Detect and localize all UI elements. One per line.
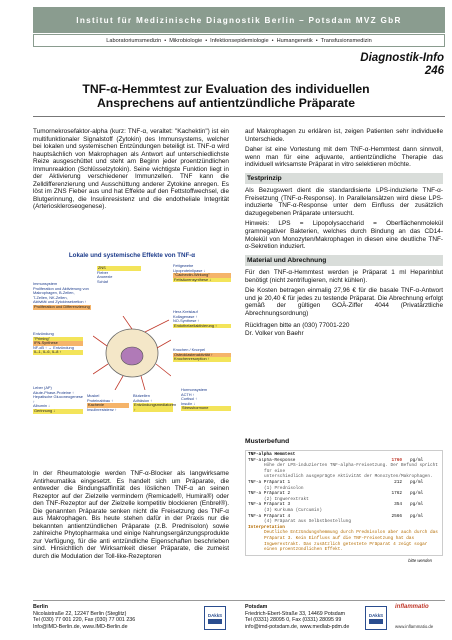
inflammatio-logo <box>395 604 443 636</box>
footer-web[interactable]: info@imd-potsdam.de, www.medlab-pdm.de <box>245 624 350 631</box>
department-2: Mikrobiologie <box>169 37 203 44</box>
box-line: Osteoklastenaktivität ↑ <box>173 353 231 358</box>
department-1: Laboratoriumsmedizin <box>106 37 162 44</box>
report-parameter: TNF-a Präparat 4 <box>248 513 291 519</box>
report-comment: unterschiedlich ausgeprägte Aktivität der Monozyten/Makrophagen. <box>264 474 433 480</box>
box-line: Fettsäurensynthese ↓ <box>173 278 231 283</box>
dakks-label: DAkkS <box>207 612 223 618</box>
report-comment: (1) Prednisolon <box>264 485 304 491</box>
report-value: 1762 <box>391 491 402 497</box>
department-3: Infektionsepidemiologie <box>210 37 269 44</box>
right-column <box>245 128 443 341</box>
box-heading: Fettgewebe <box>173 263 194 268</box>
bullet-icon: • <box>205 37 208 44</box>
box-line: Cortisol ↑ <box>181 396 198 402</box>
box-line: Proliferation und Aktivierung von <box>33 285 89 291</box>
report-rows <box>248 458 440 525</box>
box-line: Kollagenase ↑ <box>173 313 198 319</box>
diagram-box-blut <box>133 393 177 412</box>
diagram-title: Lokale und systemische Effekte von TNF-α <box>68 252 196 259</box>
contact-person: Dr. Volker von Baehr <box>245 330 304 338</box>
report-parameter: TNF-alpha-Response <box>248 457 296 463</box>
box-line: Lipoproteinlipase ↓ <box>173 267 206 273</box>
box-line: ACTH ↑ <box>181 391 195 397</box>
series-label: Diagnostik-Info <box>360 52 444 64</box>
accreditation-mark-icon <box>369 619 383 624</box>
report-unit: pg/ml <box>410 513 424 519</box>
box-line: Fieber <box>97 269 109 275</box>
report-parameter: TNF-a Präparat 3 <box>248 502 291 508</box>
diagram-box-hormon <box>181 388 231 411</box>
report-comment: (2) Ingwerextrakt <box>264 496 309 502</box>
box-line: NO-Synthese ↑ <box>173 318 200 324</box>
box-line: Knochenresorption ↑ <box>173 357 231 362</box>
box-heading: Hormonsystem <box>181 387 208 392</box>
box-line: Proteinabbau ↑ <box>87 397 114 403</box>
footer-address: Nicolaistraße 22, 12247 Berlin (Steglitz) <box>33 610 127 617</box>
report-unit: pg/ml <box>410 457 424 463</box>
box-line: Proliferation und Differenzierung <box>34 303 90 309</box>
dakks-logo-berlin <box>204 606 226 630</box>
interpretation-text: Deutliche Entzündungshemmung durch Prednisolon aber auch durch das Präparat 3. Kein Einfluss auf die TNF-Freisetzung hat das Ingwerextrakt. Das zusätzlich getestete Präparat 4 zeigt sogar einen proentzündlichen Effekt. <box>264 530 438 553</box>
page-title <box>40 82 412 110</box>
department-4: Humangenetik <box>276 37 313 44</box>
diagram-box-immun <box>33 282 91 310</box>
intro-paragraph: Tumornekrosefaktor-alpha (kurz: TNF-α, veraltet: "Kachektin") ist ein multifunktionaler Signalstoff (Zytokin) des Immunsystems, welcher bei lokalen und systemischen Entzündungen beteiligt ist. TNF-α wird hauptsächlich von Makrophagen als Antwort auf unterschiedlichste Reize ausgeschüttet und steht am Beginn jeder proentzündlichen Immunreaktion (Schlüsselzytokin). Seine wichtigste Funktion liegt in der Aktivierung verschiedener Immunzellen. TNF kann die Zelldifferenzierung und Ausschüttung anderer Zytokine anregen. Es löst im ZNS Fieber aus und hat Effekte auf den Fettstoffwechsel, die Blutgerinnung, die Insulinresistenz und die endotheliale Integrität (Arterioskleroseogenese). <box>33 128 229 211</box>
box-heading: Muskel <box>87 393 100 398</box>
footer-city: Potsdam <box>245 604 268 610</box>
report-row <box>248 480 440 486</box>
box-line: Kachexie <box>87 403 129 408</box>
report-unit: pg/ml <box>410 479 424 485</box>
section-heading-testprinzip: Testprinzip <box>245 173 443 185</box>
department-5: Transfusionsmedizin <box>320 37 372 44</box>
divider <box>33 116 445 117</box>
indication-paragraph: Daher ist eine Vortestung mit dem TNF-α-Hemmtest dann sinnvoll, wenn man für eine adjuvante, antientzündliche Therapie das individuell wirksamste Präparat in vitro selektieren möchte. <box>245 146 443 169</box>
box-heading: Leber (AP) <box>33 385 52 390</box>
report-value: 2566 <box>391 513 402 519</box>
title-line-1: TNF-α-Hemmtest zur Evaluation des individuellen <box>82 82 370 96</box>
diagram-box-leber <box>33 386 83 414</box>
report-value: 212 <box>394 479 402 485</box>
macrophage-illustration <box>93 316 171 390</box>
diagram-box-zns <box>97 266 141 284</box>
bullet-icon: • <box>315 37 318 44</box>
document-number <box>360 52 444 78</box>
box-line: "Cachectin-Wirkung" <box>173 273 231 278</box>
kosten-paragraph: Die Kosten betragen einmalig 27,96 € für die basale TNF-α-Antwort und je 20,40 € für jedes zu testende Präparat. Die Abrechnung erfolgt gemäß der gültigen GOÄ-Ziffer 4044 (Privatärztliche Abrechnungsordnung) <box>245 287 443 317</box>
bullet-icon: • <box>271 37 274 44</box>
report-comment: Höhe der LPS-induzierten TNF-alpha-Freisetzung. Der Befund spricht für eine <box>264 463 438 474</box>
box-line: Akute-Phase-Proteine ↑ <box>33 389 75 395</box>
lps-note: Hinweis: LPS = Lipopolysaccharid = Oberflächenmolekül gramnegativer Bakterien, welches durch Bindung an das CD14-Molekül von Monozyten/Makrophagen in diesen eine deutliche TNF-α-Sekretion induziert. <box>245 220 443 251</box>
footer-phone: Tel (030) 77 001 220, Fax (030) 77 001 236 <box>33 617 136 624</box>
report-value: 354 <box>394 502 402 508</box>
sample-report <box>245 450 443 556</box>
box-heading: Entzündung <box>33 331 54 336</box>
box-heading: Herz-Kreislauf <box>173 309 198 314</box>
report-value: 1760 <box>391 457 402 463</box>
footer-web[interactable]: Info@IMD-Berlin.de, www.IMD-Berlin.de <box>33 624 128 631</box>
report-parameter: TNF-a Präparat 2 <box>248 491 291 497</box>
box-line: Stresshormone <box>181 406 231 411</box>
box-line: Insulinresistenz ↑ <box>87 406 117 412</box>
box-line: "Priming" <box>33 337 83 342</box>
box-heading: Blutzellen <box>133 393 150 398</box>
box-line: Entzündungsmediatoren ↑ <box>134 402 177 412</box>
inflammatio-url[interactable]: www.inflammatio.de <box>395 624 434 629</box>
box-line: NF-κB ↑ → Entzündung <box>33 344 74 350</box>
footer-address: Friedrich-Ebert-Straße 33, 14469 Potsdam <box>245 610 346 617</box>
testprinzip-paragraph: Als Bezugswert dient die standardisierte LPS-induzierte TNF-α-Freisetzung (TNF-α-Response). In Parallelansätzen wird diese LPS-induzierte TNF-α-Response unter dem Einfluss der zusätzlich dazugegebenen Präparate untersucht. <box>245 187 443 217</box>
diagram-box-entzuendung <box>33 332 83 355</box>
box-line: Insulin ↓ <box>181 400 196 406</box>
box-line: Schlaf <box>97 278 108 284</box>
report-row <box>248 491 440 497</box>
title-line-2: Ansprechens auf antientzündliche Präparate <box>96 96 356 110</box>
report-unit: pg/ml <box>410 502 424 508</box>
box-heading: ZNS <box>97 266 141 271</box>
report-heading: TNF-alpha Hemmtest <box>248 452 296 457</box>
interpretation-label: Interpretation <box>248 524 285 530</box>
dakks-label: DAkkS <box>368 612 384 618</box>
tnf-effects-diagram <box>33 252 231 458</box>
rheumatology-paragraph: In der Rheumatologie werden TNF-α-Blocker als langwirksame Antirheumatika eingesetzt. Es handelt sich um Präparate, die entweder die Bindungsaffinität des löslichen TNF-α an seinen Rezeptor auf der Zielzelle vermindern (Remicade®, Humira®) oder den TNF-Rezeptor auf der Zielzelle kompetitiv blockieren (Enbrel®). Die genannten Präparate senken nicht die Freisetzung des TNF-α aus Makrophagen. Bis heute stehen dafür in der Praxis nur die bekannten antientzündlichen Präparate (z.B. Prednisolon) sowie zahlreiche Phytopharmaka und einige Nahrungsergänzungsprodukte zur Verfügung, für die anti entzündliche Eigenschaften beschrieben sind. Hinsichtlich der Wirksamkeit dieser Präparate, die zumeist durch die Modulation der Toll-like-Rezeptoren <box>33 470 229 561</box>
box-line: Albumin ↓ <box>33 403 51 409</box>
turn-page-note: bitte wenden <box>408 558 432 563</box>
box-line: IL-1, IL-6, IL-8 ↑ <box>33 350 83 355</box>
section-heading-material: Material und Abrechnung <box>245 255 443 267</box>
diagram-box-fett <box>173 264 231 282</box>
box-line: Makrophagen, B-Zellen, <box>33 290 75 296</box>
footer-berlin <box>33 604 193 631</box>
info-number: 246 <box>424 65 444 77</box>
institute-banner <box>33 7 445 33</box>
footer-phone: Tel (0331) 28095 0, Fax (0331) 28095 99 <box>245 617 342 624</box>
diagram-box-muskel <box>87 394 129 412</box>
bullet-icon: • <box>164 37 167 44</box>
cell-nucleus-shape <box>121 347 143 365</box>
footer-city: Berlin <box>33 604 49 610</box>
box-line: IFN-Synthese <box>33 341 83 346</box>
diagram-box-knochen <box>173 348 231 362</box>
contact-phone: Rückfragen bitte an (030) 77001-220 <box>245 322 350 330</box>
continuation-paragraph: auf Makrophagen zu erklären ist, zeigen Patienten sehr individuelle Unterschiede. <box>245 128 443 143</box>
box-line: Anorexie <box>97 274 113 280</box>
box-line: Endothelzellaktivierung ↑ <box>173 324 231 329</box>
box-line: Gerinnung ↓ <box>33 409 83 414</box>
dakks-logo-potsdam <box>365 606 387 630</box>
sample-report-label: Musterbefund <box>245 438 290 445</box>
report-parameter: TNF-a Präparat 1 <box>248 479 291 485</box>
report-comment: (4) Präparat aus Selbstbestellung <box>264 519 351 525</box>
box-heading: Knochen / Knorpel <box>173 347 206 352</box>
report-unit: pg/ml <box>410 491 424 497</box>
box-line: T-Zellen, NK-Zellen, <box>33 294 68 300</box>
box-heading: Immunsystem <box>33 281 58 286</box>
institute-name: Institut für Medizinische Diagnostik Berlin – Potsdam MVZ GbR <box>76 15 402 25</box>
box-line: Hepatische Gluconeogenese ↑ <box>33 394 83 404</box>
inflammatio-wordmark: inflammatio <box>395 604 429 610</box>
accreditation-mark-icon <box>208 619 222 624</box>
diagram-box-herz <box>173 310 231 328</box>
report-comment: (3) Kurkuma (Curcumin) <box>264 507 322 513</box>
box-line: Aktivität und Zytokinsekretion ↑ <box>33 299 87 305</box>
material-paragraph: Für den TNF-α-Hemmtest werden je Präparat 1 ml Heparinblut benötigt (nicht zentrifugieren, nicht kühlen). <box>245 269 443 284</box>
box-line: Adhäsion ↑ <box>133 397 153 403</box>
footer-divider <box>33 600 445 601</box>
department-bar <box>33 34 445 47</box>
